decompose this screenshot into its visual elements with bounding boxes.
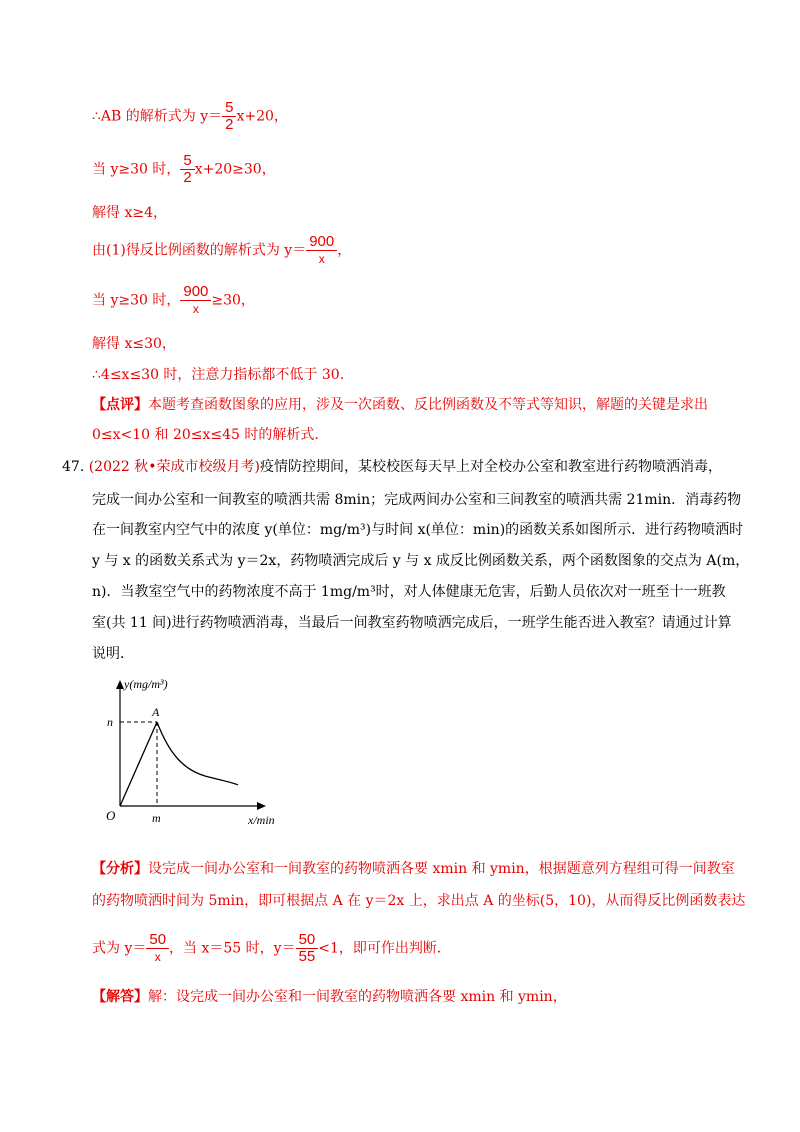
numerator: 5 <box>180 153 194 170</box>
origin-label: O <box>106 808 116 823</box>
text: 疫情防控期间，某校校医每天早上对全校办公室和教室进行药物喷洒消毒， <box>259 459 722 475</box>
numerator: 50 <box>296 932 319 949</box>
question-line-6: 室(共 11 间)进行药物喷洒消毒，当最后一间教室药物喷洒完成后，一班学生能否进入教室？请通过计算 <box>92 615 732 631</box>
analysis-line-2: 的药物喷洒时间为 5min，即可根据点 A 在 y＝2x 上，求出点 A 的坐标(5，10)，从而得反比例函数表达 <box>92 893 746 909</box>
question-line-2: 完成一间办公室和一间教室的喷洒共需 8min；完成两间办公室和三间教室的喷洒共需 21min．消毒药物 <box>92 492 742 508</box>
numerator: 900 <box>306 234 337 251</box>
solution-line-2 <box>92 153 276 186</box>
y-axis-arrow <box>116 680 124 689</box>
n-label: n <box>107 715 113 729</box>
denominator: 55 <box>298 948 316 965</box>
denominator: 2 <box>225 116 234 133</box>
solution-line-7: ∴4≤x≤30 时，注意力指标都不低于 30. <box>92 367 345 383</box>
fraction <box>306 234 337 267</box>
text: x+20， <box>236 108 288 125</box>
text: ≥30， <box>211 292 255 309</box>
text: ∴AB 的解析式为 y＝ <box>92 108 223 125</box>
text: 本题考查函数图象的应用，涉及一次函数、反比例函数及不等式等知识，解题的关键是求出 <box>148 397 708 413</box>
text: 当 y≥30 时， <box>92 161 181 178</box>
question-line-3: 在一间教室内空气中的浓度 y(单位：mg/m³)与时间 x(单位：min)的函数关系如图所示．进行药物喷洒时 <box>92 522 744 538</box>
question-source: (2022 秋•荣成市校级月考) <box>88 459 260 475</box>
question-line-1 <box>62 456 722 476</box>
analysis-line-1 <box>92 858 735 878</box>
denominator: x <box>192 302 199 316</box>
solution-line-3: 解得 x≥4， <box>92 205 167 221</box>
text: ， <box>337 242 352 259</box>
analysis-tag: 【分析】 <box>92 861 148 877</box>
text: 式为 y＝ <box>92 940 147 957</box>
point-a-label: A <box>152 705 160 719</box>
analysis-line-3 <box>92 932 451 965</box>
numerator: 5 <box>222 100 236 117</box>
answer-tag: 【解答】 <box>92 989 148 1005</box>
solution-line-5 <box>92 284 255 317</box>
m-label: m <box>152 811 161 825</box>
solution-line-1 <box>92 100 288 133</box>
denominator: x <box>318 252 325 266</box>
linear-segment <box>120 722 157 806</box>
fraction <box>296 932 319 965</box>
numerator: 900 <box>180 284 211 301</box>
question-number: 47. <box>62 459 85 475</box>
function-graph <box>90 672 300 832</box>
x-axis-arrow <box>257 802 266 810</box>
review-line-1 <box>92 394 708 414</box>
numerator: 50 <box>146 932 169 949</box>
y-axis-label: y(mg/m³) <box>124 677 168 691</box>
denominator: x <box>154 950 161 964</box>
review-tag: 【点评】 <box>92 397 148 413</box>
fraction <box>146 932 169 965</box>
text: 由(1)得反比例函数的解析式为 y＝ <box>92 242 307 259</box>
question-line-7: 说明． <box>92 646 134 662</box>
question-line-4: y 与 x 的函数关系式为 y＝2x，药物喷洒完成后 y 与 x 成反比例函数关系，两个函数图象的交点为 A(m， <box>92 553 750 569</box>
text: <1，即可作出判断． <box>318 940 451 957</box>
text: 当 y≥30 时， <box>92 292 181 309</box>
answer-line-1 <box>92 986 567 1006</box>
review-line-2: 0≤x<10 和 20≤x≤45 时的解析式. <box>92 427 319 443</box>
text: 设完成一间办公室和一间教室的药物喷洒各要 xmin 和 ymin，根据题意列方程组可得一间教室 <box>148 861 735 877</box>
solution-line-6: 解得 x≤30， <box>92 336 176 352</box>
fraction <box>180 153 194 186</box>
question-line-5: n)．当教室空气中的药物浓度不高于 1mg/m³时，对人体健康无危害，后勤人员依次对一班至十一班教 <box>92 584 726 600</box>
x-axis-label: x/min <box>248 813 275 827</box>
reciprocal-curve <box>157 722 238 785</box>
text: 解：设完成一间办公室和一间教室的药物喷洒各要 xmin 和 ymin， <box>148 989 567 1005</box>
fraction <box>222 100 236 133</box>
text: ，当 x＝55 时，y＝ <box>169 940 296 957</box>
denominator: 2 <box>183 169 192 186</box>
fraction <box>180 284 211 317</box>
solution-line-4 <box>92 234 351 267</box>
text: x+20≥30， <box>194 161 276 178</box>
